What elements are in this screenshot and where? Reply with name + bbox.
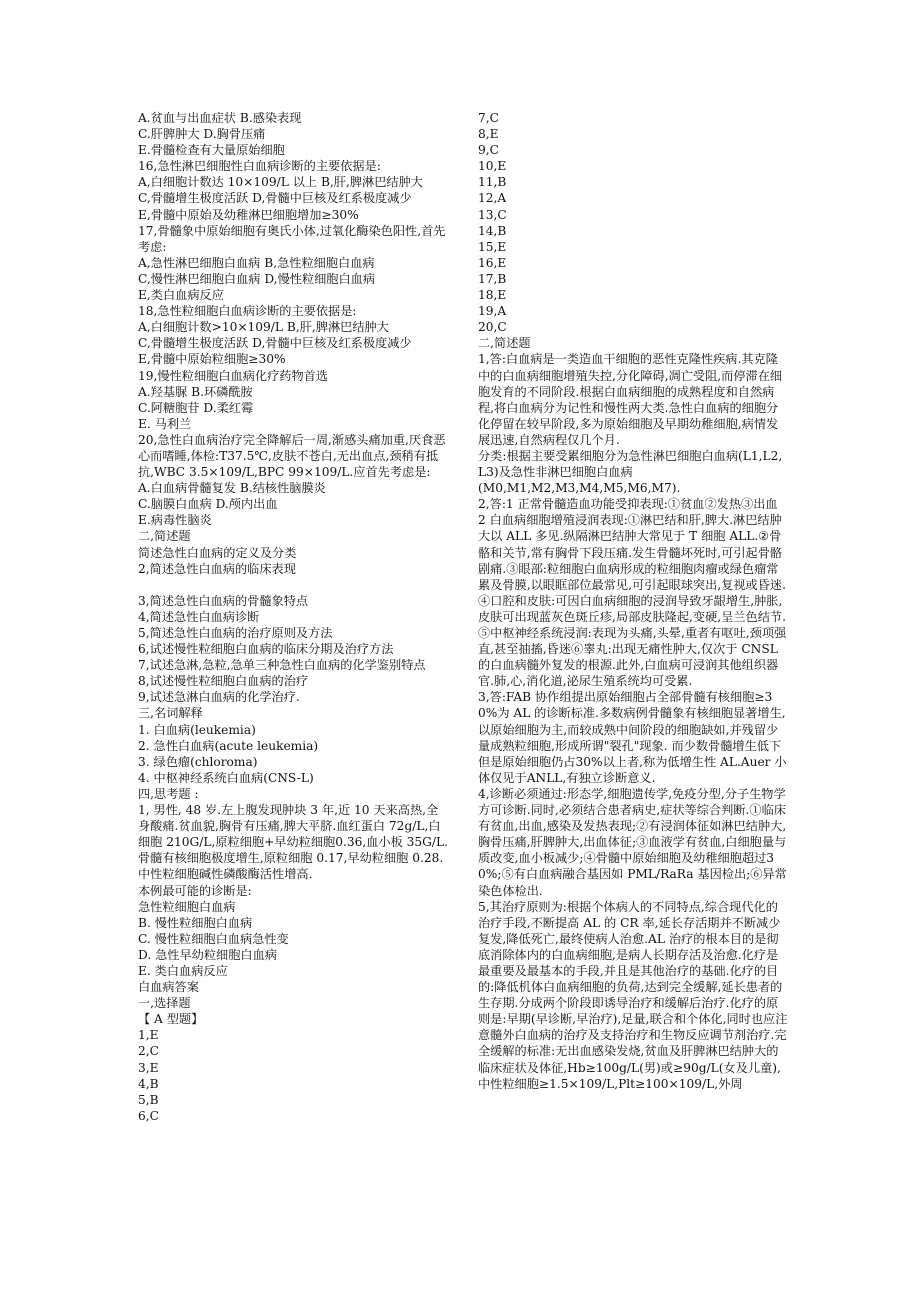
- right-column-line: 1,答:白血病是一类造血干细胞的恶性克隆性疾病.其克隆中的白血病细胞增殖失控,分化障碍,凋亡受阻,而停滞在细胞发育的不同阶段.根据白血病细胞的成熟程度和自然病程,将白血病分为记性和慢性两大类.急性白血病的细胞分化停留在较早阶段,多为原始细胞及早期幼稚细胞,病情发展迅速,自然病程仅几个月.: [478, 352, 783, 447]
- right-column-line: 19,A: [478, 304, 507, 319]
- left-column-line: 1. 白血病(leukemia): [138, 722, 256, 737]
- left-column-line: A.白血病骨髓复发 B.结核性脑膜炎: [138, 481, 326, 496]
- right-column-line: 10,E: [478, 159, 507, 174]
- left-column-line: 9,试述急淋白血病的化学治疗.: [138, 690, 300, 705]
- left-column-line: 6,试述慢性粒细胞白血病的临床分期及治疗方法: [138, 642, 394, 657]
- left-column-line: 20,急性白血病治疗完全降解后一周,渐感头痛加重,厌食恶心而嗜睡,体检:T37.5℃,皮肤不苍白,无出血点,颈稍有抵抗,WBC 3.5×109/L,BPC 99×109/L.应首先考虑是:: [138, 432, 446, 480]
- left-column-line: 四,思考题 :: [138, 786, 199, 801]
- left-column-line: A,急性淋巴细胞白血病 B,急性粒细胞白血病: [138, 255, 375, 270]
- left-column-line: E. 马利兰: [138, 416, 192, 431]
- left-column-line: E,类白血病反应: [138, 288, 224, 303]
- left-column-line: B. 慢性粒细胞白血病: [138, 915, 253, 930]
- left-column-line: 16,急性淋巴细胞性白血病诊断的主要依据是:: [138, 159, 381, 174]
- left-column-line: 7,试述急淋,急粒,急单三种急性白血病的化学鉴别特点: [138, 658, 426, 673]
- right-column-line: (M0,M1,M2,M3,M4,M5,M6,M7).: [478, 481, 681, 496]
- left-column-line: 一,选择题: [138, 996, 191, 1011]
- right-column-line: 16,E: [478, 255, 507, 270]
- left-column-line: 本例最可能的诊断是:: [138, 883, 252, 898]
- left-column-line: C.脑膜白血病 D.颅内出血: [138, 497, 278, 512]
- left-column-line: 三,名词解释: [138, 706, 203, 721]
- right-column-line: 分类:根据主要受累细胞分为急性淋巴细胞白血病(L1,L2,L3)及急性非淋巴细胞白血病: [478, 448, 783, 480]
- left-column-line: 白血病答案: [138, 980, 199, 995]
- left-column-line: 4,简述急性白血病诊断: [138, 609, 260, 624]
- left-column-line: 2,简述急性白血病的临床表现: [138, 561, 296, 576]
- right-column-line: 13,C: [478, 207, 507, 222]
- right-column-line: 3,答:FAB 协作组提出原始细胞占全部骨髓有核细胞≥30%为 AL 的诊断标准.多数病例骨髓象有核细胞显著增生,以原始细胞为主,而较成熟中间阶段的细胞缺如,并残留少量成熟粒细胞,形成所谓"裂孔"现象. 而少数骨髓增生低下但是原始细胞仍占30%以上者,称为低增生性 AL.Auer 小体仅见于ANLL,有独立诊断意义.: [478, 690, 787, 785]
- left-column-line: 18,急性粒细胞白血病诊断的主要依据是:: [138, 304, 357, 319]
- left-column-line: C,骨髓增生极度活跃 D,骨髓中巨核及红系极度减少: [138, 191, 412, 206]
- left-column-line: 19,慢性粒细胞白血病化疗药物首选: [138, 368, 329, 383]
- left-column-line: 3. 绿色瘤(chloroma): [138, 754, 258, 769]
- left-column-line: C,骨髓增生极度活跃 D,骨髓中巨核及红系极度减少: [138, 336, 412, 351]
- left-column-line: 2. 急性白血病(acute leukemia): [138, 738, 319, 753]
- right-column-line: 12,A: [478, 191, 507, 206]
- right-column-line: 9,C: [478, 143, 499, 158]
- right-column-line: 15,E: [478, 239, 507, 254]
- right-column-line: 20,C: [478, 320, 507, 335]
- left-column-line: E,骨髓中原始及幼稚淋巴细胞增加≥30%: [138, 207, 359, 222]
- right-column-line: 二,简述题: [478, 336, 531, 351]
- right-column-line: 5,其治疗原则为:根据个体病人的不同特点,综合现代化的治疗手段,不断提高 AL 的 CR 率,延长存活期并不断减少复发,降低死亡,最终使病人治愈.AL 治疗的根本目的是彻底消除体内的白血病细胞,是病人长期存活及治愈.化疗是最重要及最基本的手段,并且是其他治疗的基础.化疗的目的:降低机体白血病细胞的负荷,达到完全缓解,延长患者的生存期.分成两个阶段即诱导治疗和缓解后治疗.化疗的原则是:早期(早诊断,早治疗),足量,联合和个体化,同时也应注意髓外白血病的治疗及支持治疗和生物反应调节剂治疗.完全缓解的标准:无出血感染发烧,贫血及肝脾淋巴结肿大的临床症状及体征,Hb≥100g/L(男)或≥90g/L(女及儿童),中性粒细胞≥1.5×109/L,Plt≥100×109/L,外周: [478, 899, 788, 1091]
- left-column-line: A.羟基脲 B.环磷酰胺: [138, 384, 253, 399]
- left-column-line: 6,C: [138, 1108, 159, 1123]
- right-column-line: 7,C: [478, 111, 499, 125]
- left-column-line: A,白细胞计数达 10×109/L 以上 B,肝,脾淋巴结肿大: [138, 175, 423, 190]
- left-column-line: E.骨髓检查有大量原始细胞: [138, 143, 285, 158]
- left-column-line: C.肝脾肿大 D.胸骨压痛: [138, 127, 266, 142]
- left-column-line: 1, 男性, 48 岁.左上腹发现肿块 3 年,近 10 天来高热,全身酸痛.贫血貌,胸骨有压痛,脾大平脐.血红蛋白 72g/L,白细胞 210G/L,原粒细胞+早幼粒细胞0.36,血小板 35G/L.骨髓有核细胞极度增生,原粒细胞 0.17,早幼粒细胞 0.28.中性粒细胞碱性磷酸酶活性增高.: [138, 803, 448, 882]
- left-column-line: 5,简述急性白血病的治疗原则及方法: [138, 626, 333, 640]
- left-column-line: 4,B: [138, 1076, 159, 1091]
- right-text-column: [478, 110, 790, 1092]
- left-column-line: C.阿糖胞苷 D.柔红霉: [138, 400, 254, 415]
- right-column-line: 11,B: [478, 175, 507, 190]
- left-column-line: 3,简述急性白血病的骨髓象特点: [138, 593, 309, 608]
- left-column-line: C,慢性淋巴细胞白血病 D,慢性粒细胞白血病: [138, 271, 376, 286]
- right-column-line: 4,诊断必须通过:形态学,细胞遗传学,免疫分型,分子生物学方可诊断.同时,必须结合患者病史,症状等综合判断.①临床有贫血,出血,感染及发热表现;②有浸润体征如淋巴结肿大,胸骨压痛,肝脾肿大,出血体征;③血液学有贫血,白细胞量与质改变,血小板减少;④骨髓中原始细胞及幼稚细胞超过30%;⑤有白血病融合基因如 PML/RaRa 基因检出;⑥异常染色体检出.: [478, 786, 787, 898]
- left-column-line: A.贫血与出血症状 B.感染表现: [138, 111, 302, 125]
- left-column-line: 2,C: [138, 1044, 159, 1059]
- left-column-line: 急性粒细胞白血病: [138, 899, 236, 914]
- right-column-line: 8,E: [478, 127, 499, 142]
- left-column-line: 5,B: [138, 1092, 159, 1107]
- left-column-line: [138, 577, 448, 593]
- left-column-line: 简述急性白血病的定义及分类: [138, 545, 297, 560]
- left-column-line: 17,骨髓象中原始细胞有奥氏小体,过氧化酶染色阳性,首先考虑:: [138, 223, 446, 254]
- right-column-line: 14,B: [478, 223, 507, 238]
- left-column-line: E,骨髓中原始粒细胞≥30%: [138, 352, 286, 367]
- left-column-line: C. 慢性粒细胞白血病急性变: [138, 931, 289, 946]
- left-column-line: A,白细胞计数>10×109/L B,肝,脾淋巴结肿大: [138, 320, 389, 335]
- left-column-line: 3,E: [138, 1060, 159, 1075]
- left-column-line: 二,简述题: [138, 529, 191, 544]
- right-column-line: 2 白血病细胞增殖浸润表现:①淋巴结和肝,脾大.淋巴结肿大以 ALL 多见.纵隔淋巴结肿大常见于 T 细胞 ALL.②骨骼和关节,常有胸骨下段压痛.发生骨髓坏死时,可引起骨骼剧痛.③眼部:粒细胞白血病形成的粒细胞肉瘤或绿色瘤常累及骨膜,以眼眶部位最常见,可引起眼球突出,复视或昏迷.④口腔和皮肤:可因白血病细胞的浸润导致牙龈增生,肿胀,皮肤可出现蓝灰色斑丘疹,局部皮肤隆起,变硬,呈兰色结节.⑤中枢神经系统浸润:表现为头痛,头晕,重者有呕吐,颈项强直,甚至抽搐,昏迷⑥睾丸:出现无痛性肿大,仅次于 CNSL 的白血病髓外复发的根源.此外,白血病可浸润其他组织器官.肺,心,消化道,泌尿生殖系统均可受累.: [478, 513, 787, 689]
- right-column-line: 2,答:1 正常骨髓造血功能受抑表现:①贫血②发热③出血: [478, 497, 778, 512]
- left-column-line: 1,E: [138, 1028, 159, 1043]
- left-column-line: 4. 中枢神经系统白血病(CNS-L): [138, 770, 314, 785]
- right-column-line: 17,B: [478, 271, 507, 286]
- left-column-line: E.病毒性脑炎: [138, 513, 212, 528]
- left-column-line: E. 类白血病反应: [138, 963, 228, 978]
- left-column-line: D. 急性早幼粒细胞白血病: [138, 947, 277, 962]
- left-column-line: 8,试述慢性粒细胞白血病的治疗: [138, 674, 309, 689]
- left-column-line: 【 A 型题】: [138, 1012, 204, 1027]
- left-text-column: [138, 110, 448, 1124]
- right-column-line: 18,E: [478, 288, 507, 303]
